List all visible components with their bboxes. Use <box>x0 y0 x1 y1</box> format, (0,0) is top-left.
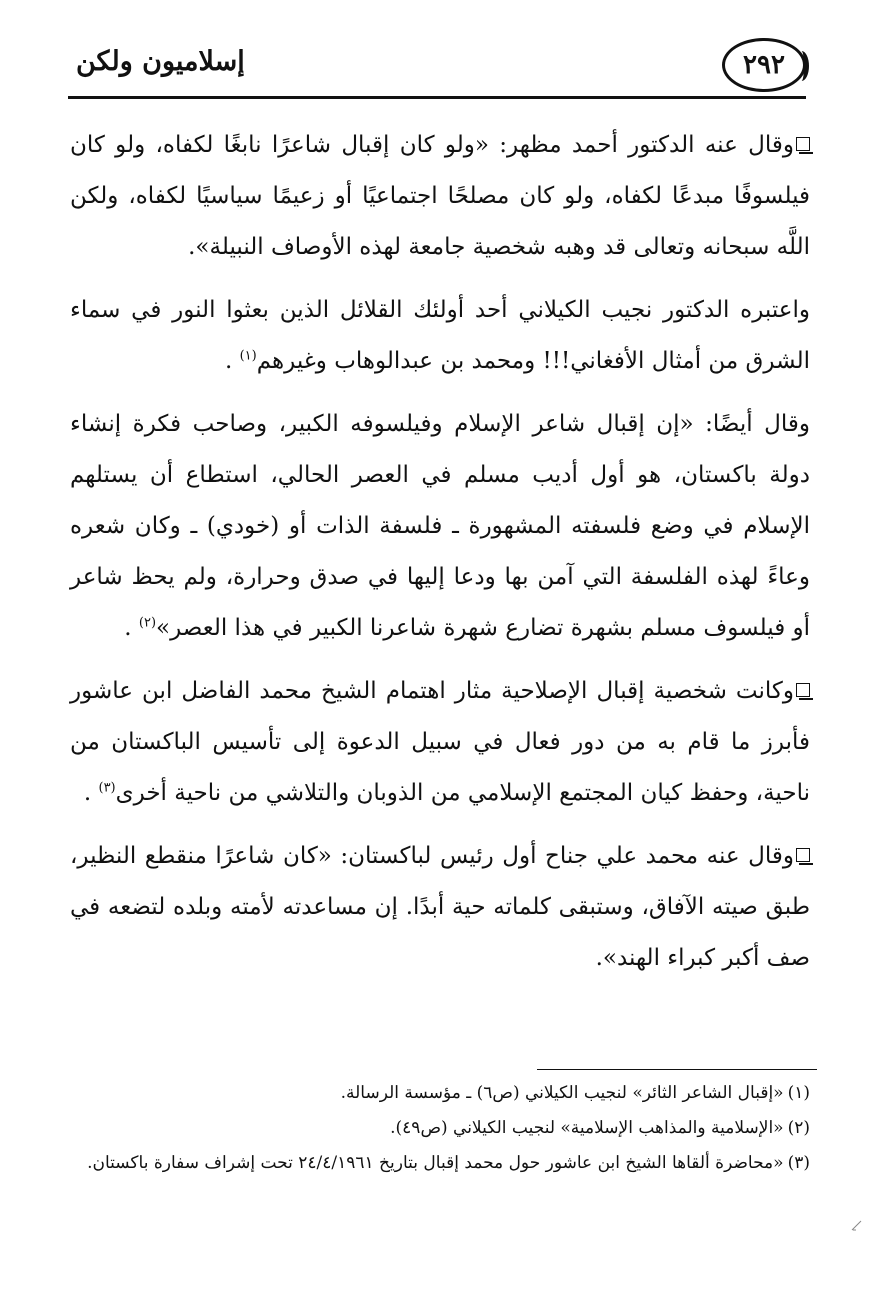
footnote <box>70 1076 810 1111</box>
paragraph-marker-icon <box>796 137 810 151</box>
paragraph-marker-icon <box>796 683 810 697</box>
book-title: إسلاميون ولكن <box>76 46 245 77</box>
paragraph-text: وقال أيضًا: «إن إقبال شاعر الإسلام وفيلسوفه الكبير، وصاحب فكرة إنشاء دولة باكستان، هو أول أديب مسلم في العصر الحالي، استطاع أن يستلهم الإسلام في وضع فلسفته المشهورة ـ فلسفة الذات أو (خودي) ـ وكان شعره وعاءً لهذه الفلسفة التي آمن بها ودعا إليها في صدق وحرارة، ولم يحظ شاعر أو فيلسوف مسلم بشهرة تضارع شهرة شاعرنا الكبير في هذا العصر» <box>70 411 810 641</box>
paragraph-text: وقال عنه الدكتور أحمد مظهر: «ولو كان إقبال شاعرًا نابغًا لكفاه، ولو كان فيلسوفًا مبدعًا لكفاه، ولو كان مصلحًا اجتماعيًا أو زعيمًا سياسيًا لكفاه، ولكن اللَّه سبحانه وتعالى قد وهبه شخصية جامعة لهذه الأوصاف النبيلة». <box>70 132 810 260</box>
paragraph <box>70 666 810 819</box>
footnote <box>70 1111 810 1146</box>
footnote-ref: (١) <box>239 348 257 364</box>
paragraph <box>70 399 810 654</box>
footnote-ref: (٣) <box>98 780 116 796</box>
footnote-number: (١) <box>787 1083 810 1103</box>
paragraph-text: وكانت شخصية إقبال الإصلاحية مثار اهتمام الشيخ محمد الفاضل ابن عاشور فأبرز ما قام به من دور فعال في سبيل الدعوة إلى تأسيس الباكستان من ناحية، وحفظ كيان المجتمع الإسلامي من الذوبان والتلاشي من ناحية أخرى <box>70 678 810 806</box>
footnote-number: (٢) <box>787 1118 810 1138</box>
footnote-text: «الإسلامية والمذاهب الإسلامية» لنجيب الكيلاني (ص٤٩). <box>390 1118 784 1138</box>
paragraph-marker-icon <box>796 848 810 862</box>
stray-mark-icon <box>850 1218 864 1232</box>
footnote-ref: (٢) <box>138 615 157 631</box>
paragraph-text: واعتبره الدكتور نجيب الكيلاني أحد أولئك القلائل الذين بعثوا النور في سماء الشرق من أمثال الأفغاني!!! ومحمد بن عبدالوهاب وغيرهم <box>70 297 810 374</box>
paragraph <box>70 831 810 984</box>
footnote-divider <box>537 1069 817 1070</box>
paragraph-tail: . <box>124 615 139 641</box>
paragraph <box>70 285 810 387</box>
header-divider <box>68 96 806 99</box>
footnote-text: «محاضرة ألقاها الشيخ ابن عاشور حول محمد إقبال بتاريخ ٢٤/٤/١٩٦١ تحت إشراف سفارة باكستان. <box>87 1153 784 1173</box>
paragraph-tail: . <box>83 780 99 806</box>
main-text <box>70 120 810 996</box>
footnote <box>70 1146 810 1181</box>
page-header <box>68 38 806 100</box>
footnote-text: «إقبال الشاعر الثائر» لنجيب الكيلاني (ص٦) ـ مؤسسة الرسالة. <box>340 1083 784 1103</box>
paragraph-text: وقال عنه محمد علي جناح أول رئيس لباكستان: «كان شاعرًا منقطع النظير، طبق صيته الآفاق، وستبقى كلماته حية أبدًا. إن مساعدته لأمته وبلده لتضعه في صف أكبر كبراء الهند». <box>70 843 810 971</box>
footnote-number: (٣) <box>787 1153 810 1173</box>
paragraph <box>70 120 810 273</box>
paragraph-tail: . <box>224 348 240 374</box>
footnotes <box>70 1076 810 1181</box>
page-number-badge <box>722 38 806 92</box>
page-number: ٢٩٢ <box>743 50 785 80</box>
